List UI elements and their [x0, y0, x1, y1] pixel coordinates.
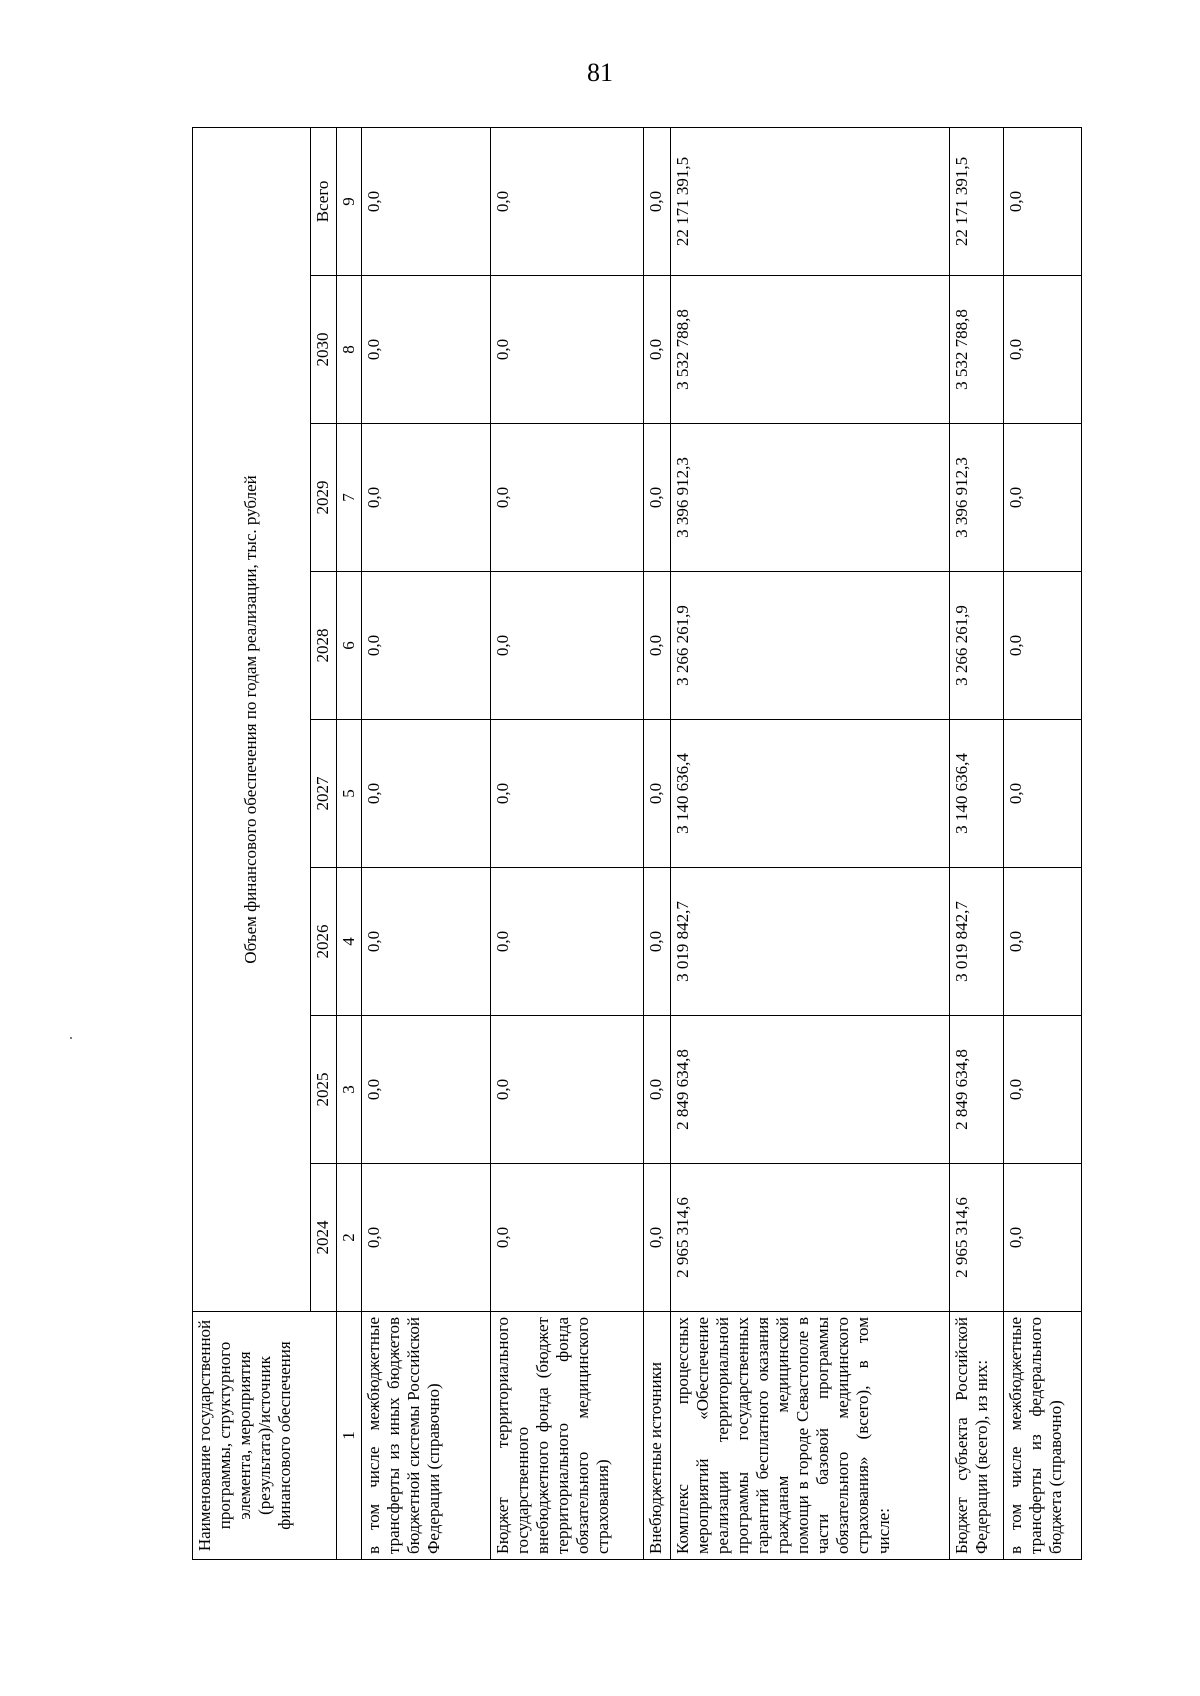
header-year: 2026	[311, 868, 337, 1016]
cell-value: 22 171 391,5	[949, 127, 1003, 275]
column-number: 8	[337, 276, 362, 424]
cell-value: 3 019 842,7	[949, 868, 1003, 1016]
cell-value: 0,0	[643, 424, 670, 572]
row-name: в том числе межбюджетные трансферты из иных бюджетов бюджетной системы Российской Федерации (справочно)	[362, 1312, 491, 1560]
cell-value: 0,0	[362, 1016, 491, 1164]
cell-value: 0,0	[1003, 572, 1081, 720]
column-number: 6	[337, 572, 362, 720]
cell-value: 0,0	[1003, 276, 1081, 424]
column-number: 1	[337, 1312, 362, 1560]
header-year: 2028	[311, 572, 337, 720]
cell-value: 0,0	[362, 276, 491, 424]
row-name: в том числе межбюджетные трансферты из федерального бюджета (справочно)	[1003, 1312, 1081, 1560]
cell-value: 0,0	[643, 1164, 670, 1312]
cell-value: 0,0	[362, 720, 491, 868]
cell-value: 3 396 912,3	[949, 424, 1003, 572]
header-total: Всего	[311, 127, 337, 275]
row-name: Комплекс процессных мероприятий «Обеспечение реализации территориальной программы государственных гарантий бесплатного оказания гражданам медицинской помощи в городе Севастополе в части базовой программы обязательного медицинского страхования» (всего), в том числе:	[671, 1312, 950, 1560]
rotated-table-container	[192, 128, 1082, 1560]
column-number: 2	[337, 1164, 362, 1312]
cell-value: 0,0	[362, 572, 491, 720]
cell-value: 0,0	[362, 127, 491, 275]
table-row	[671, 127, 950, 1559]
cell-value: 3 266 261,9	[949, 572, 1003, 720]
cell-value: 0,0	[643, 127, 670, 275]
cell-value: 0,0	[362, 868, 491, 1016]
cell-value: 2 849 634,8	[949, 1016, 1003, 1164]
cell-value: 0,0	[491, 720, 644, 868]
column-number: 7	[337, 424, 362, 572]
cell-value: 0,0	[491, 127, 644, 275]
cell-value: 2 849 634,8	[671, 1016, 950, 1164]
header-year: 2024	[311, 1164, 337, 1312]
table-row	[491, 127, 644, 1559]
header-year: 2030	[311, 276, 337, 424]
row-name: Бюджет субъекта Российской Федерации (всего), из них:	[949, 1312, 1003, 1560]
cell-value: 0,0	[643, 720, 670, 868]
cell-value: 0,0	[643, 572, 670, 720]
cell-value: 0,0	[643, 276, 670, 424]
cell-value: 3 019 842,7	[671, 868, 950, 1016]
table-row	[949, 127, 1003, 1559]
cell-value: 0,0	[1003, 424, 1081, 572]
cell-value: 0,0	[1003, 1164, 1081, 1312]
cell-value: 0,0	[643, 1016, 670, 1164]
financing-table	[192, 127, 1082, 1560]
cell-value: 3 140 636,4	[949, 720, 1003, 868]
row-name: Бюджет территориального государственного внебюджетного фонда (бюджет территориального фонда обязательного медицинского страхования)	[491, 1312, 644, 1560]
column-number: 4	[337, 868, 362, 1016]
cell-value: 2 965 314,6	[671, 1164, 950, 1312]
cell-value: 3 532 788,8	[949, 276, 1003, 424]
header-year: 2025	[311, 1016, 337, 1164]
cell-value: 0,0	[491, 1016, 644, 1164]
cell-value: 0,0	[1003, 1016, 1081, 1164]
cell-value: 3 396 912,3	[671, 424, 950, 572]
header-volume: Объем финансового обеспечения по годам реализации, тыс. рублей	[193, 127, 311, 1311]
cell-value: 0,0	[1003, 127, 1081, 275]
column-number: 3	[337, 1016, 362, 1164]
column-number: 5	[337, 720, 362, 868]
cell-value: 0,0	[643, 868, 670, 1016]
cell-value: 3 532 788,8	[671, 276, 950, 424]
cell-value: 2 965 314,6	[949, 1164, 1003, 1312]
cell-value: 0,0	[491, 868, 644, 1016]
cell-value: 0,0	[491, 572, 644, 720]
page-number: 81	[587, 58, 613, 87]
table-row	[643, 127, 670, 1559]
header-name-column: Наименование государственной программы, структурного элемента, мероприятия (результата)/источник финансового обеспечения	[193, 1312, 337, 1560]
cell-value: 0,0	[491, 1164, 644, 1312]
scan-speck	[70, 1037, 72, 1039]
header-year: 2029	[311, 424, 337, 572]
cell-value: 0,0	[1003, 868, 1081, 1016]
header-year: 2027	[311, 720, 337, 868]
cell-value: 0,0	[362, 424, 491, 572]
column-number: 9	[337, 127, 362, 275]
cell-value: 3 266 261,9	[671, 572, 950, 720]
table-row	[1003, 127, 1081, 1559]
cell-value: 0,0	[1003, 720, 1081, 868]
cell-value: 22 171 391,5	[671, 127, 950, 275]
table-row	[362, 127, 491, 1559]
cell-value: 3 140 636,4	[671, 720, 950, 868]
cell-value: 0,0	[491, 424, 644, 572]
cell-value: 0,0	[362, 1164, 491, 1312]
row-name: Внебюджетные источники	[643, 1312, 670, 1560]
cell-value: 0,0	[491, 276, 644, 424]
